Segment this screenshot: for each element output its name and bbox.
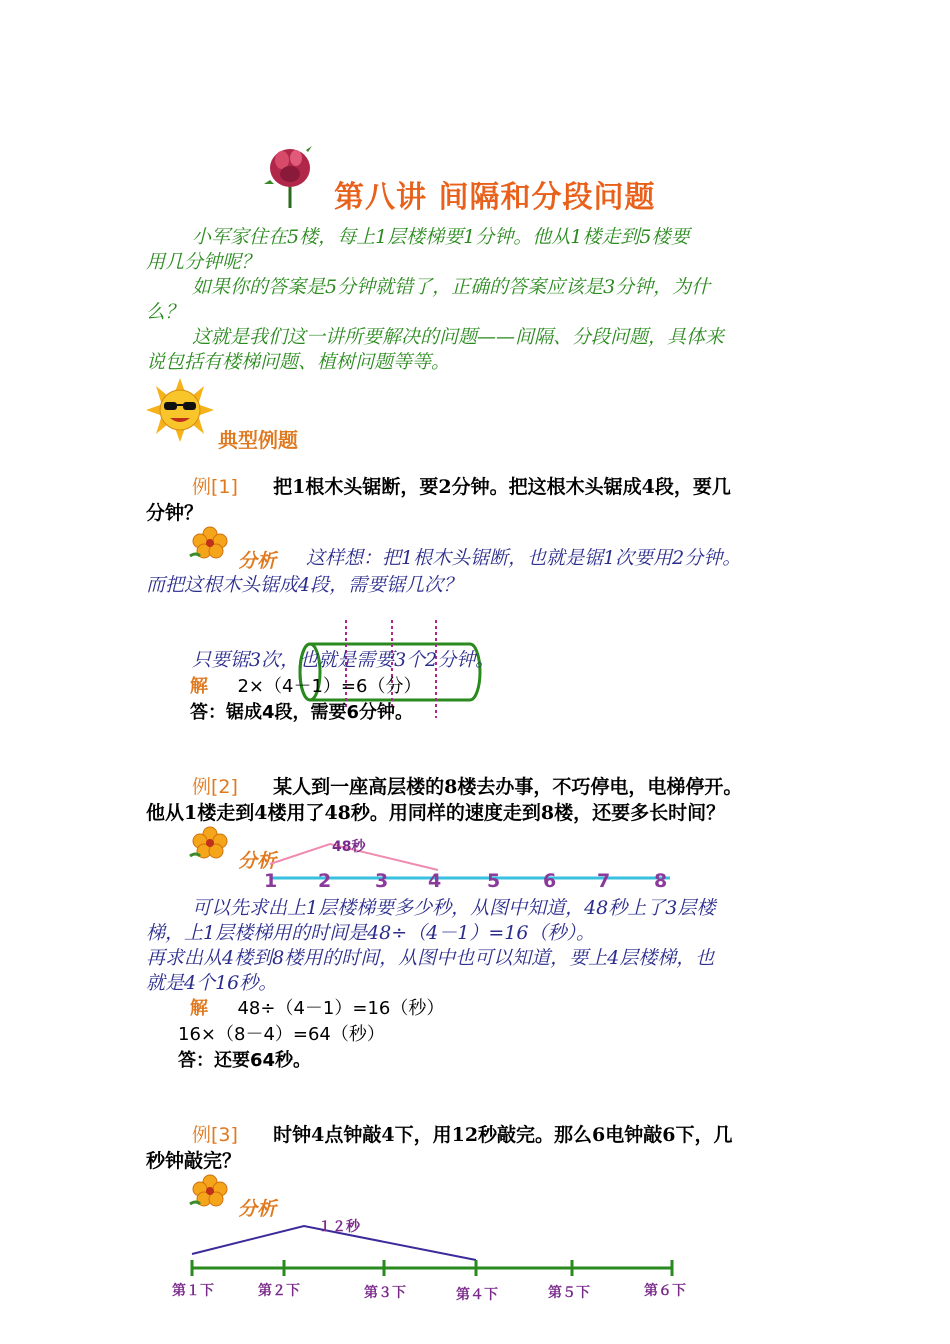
example-2-analysis	[146, 896, 826, 996]
strike-label: 第３下	[364, 1285, 406, 1301]
example-1-label: 例[1]	[192, 476, 238, 498]
example-2-analysis-line: 可以先求出上1层楼梯要多少秒，从图中知道，48秒上了3层楼	[192, 897, 716, 919]
example-1-analysis-line: 只要锯3次，也就是需要3个2分钟。	[192, 649, 495, 671]
intro-line: 这就是我们这一讲所要解决的问题——间隔、分段问题，具体来	[192, 326, 725, 348]
strike-label: 第２下	[258, 1283, 300, 1299]
flower-icon	[262, 144, 314, 210]
example-2-solution	[190, 996, 444, 1022]
intro-line: 么？	[146, 301, 185, 323]
solution-equation: 16×（8－4）=64（秒）	[178, 1024, 385, 1045]
example-1-question-line: 分钟？	[146, 502, 204, 524]
example-1-analysis-line: 而把这根木头锯成4段，需要锯几次？	[146, 574, 463, 596]
floor-label: 5	[487, 870, 501, 892]
intro-line: 用几分钟呢？	[146, 251, 261, 273]
example-3-question-line: 时钟4点钟敲4下，用12秒敲完。那么6电钟敲6下，几	[273, 1124, 733, 1146]
example-2-analysis-label: 分析	[238, 850, 277, 872]
floor-label: 2	[318, 870, 332, 892]
example-3-question	[146, 1122, 836, 1174]
strike-label: 第１下	[172, 1283, 214, 1299]
intro-paragraph	[146, 225, 826, 375]
intro-line: 说包括有楼梯问题、植树问题等等。	[146, 351, 451, 373]
example-1-analysis-line: 这样想：把1根木头锯断，也就是锯1次要用2分钟。	[306, 547, 742, 569]
example-1-question-line: 把1根木头锯断，要2分钟。把这根木头锯成4段，要几	[273, 476, 731, 498]
clock-diagram	[180, 1214, 690, 1278]
example-3-label: 例[3]	[192, 1124, 238, 1146]
strike-label: 第６下	[644, 1283, 686, 1299]
floor-label: 1	[264, 870, 278, 892]
strike-label: 第４下	[456, 1287, 498, 1303]
example-2-question-line: 他从1楼走到4楼用了48秒。用同样的速度走到8楼，还要多长时间？	[146, 802, 726, 824]
intro-line: 小军家住在5楼，每上1层楼梯要1分钟。他从1楼走到5楼要	[192, 226, 690, 248]
floor-diagram	[250, 834, 680, 894]
page-title: 第八讲 间隔和分段问题	[334, 180, 656, 215]
strike-label: 第５下	[548, 1285, 590, 1301]
example-3-question-line: 秒钟敲完？	[146, 1150, 242, 1172]
flower-bullet-icon	[188, 526, 232, 560]
clock-brace-label: １２秒	[318, 1219, 360, 1235]
solution-label: 解	[190, 998, 208, 1019]
example-2-analysis-line: 就是4个16秒。	[146, 972, 278, 994]
solution-equation: 2×（4－1）=6（分）	[237, 676, 422, 697]
example-3-analysis-label: 分析	[238, 1198, 277, 1220]
flower-bullet-icon	[188, 826, 232, 860]
floor-label: 4	[428, 870, 442, 892]
solution-equation: 48÷（4－1）=16（秒）	[237, 998, 445, 1019]
example-2-analysis-line: 梯，上1层楼梯用的时间是48÷（4－1）=16（秒）。	[146, 922, 595, 944]
flower-bullet-icon	[188, 1174, 232, 1208]
example-2-question-line: 某人到一座高层楼的8楼去办事，不巧停电，电梯停开。	[273, 776, 743, 798]
example-2-label: 例[2]	[192, 776, 238, 798]
example-1-question	[146, 474, 826, 526]
floor-label: 6	[543, 870, 557, 892]
example-2-question	[146, 774, 836, 826]
solution-label: 解	[190, 676, 208, 697]
example-2-answer: 答：还要64秒。	[178, 1050, 312, 1071]
sun-icon	[146, 378, 214, 442]
example-1-solution	[190, 674, 421, 700]
floor-label: 3	[375, 870, 389, 892]
example-2-analysis-line: 再求出从4楼到8楼用的时间，从图中也可以知道，要上4层楼梯，也	[146, 947, 715, 969]
intro-line: 如果你的答案是5分钟就错了，正确的答案应该是3分钟，为什	[192, 276, 711, 298]
section-heading: 典型例题	[218, 428, 298, 452]
floor-brace-label: 48秒	[332, 839, 366, 855]
example-1-analysis-label: 分析	[238, 550, 277, 572]
floor-label: 7	[597, 870, 611, 892]
floor-label: 8	[654, 870, 668, 892]
example-1-answer: 答：锯成4段，需要6分钟。	[190, 702, 414, 723]
